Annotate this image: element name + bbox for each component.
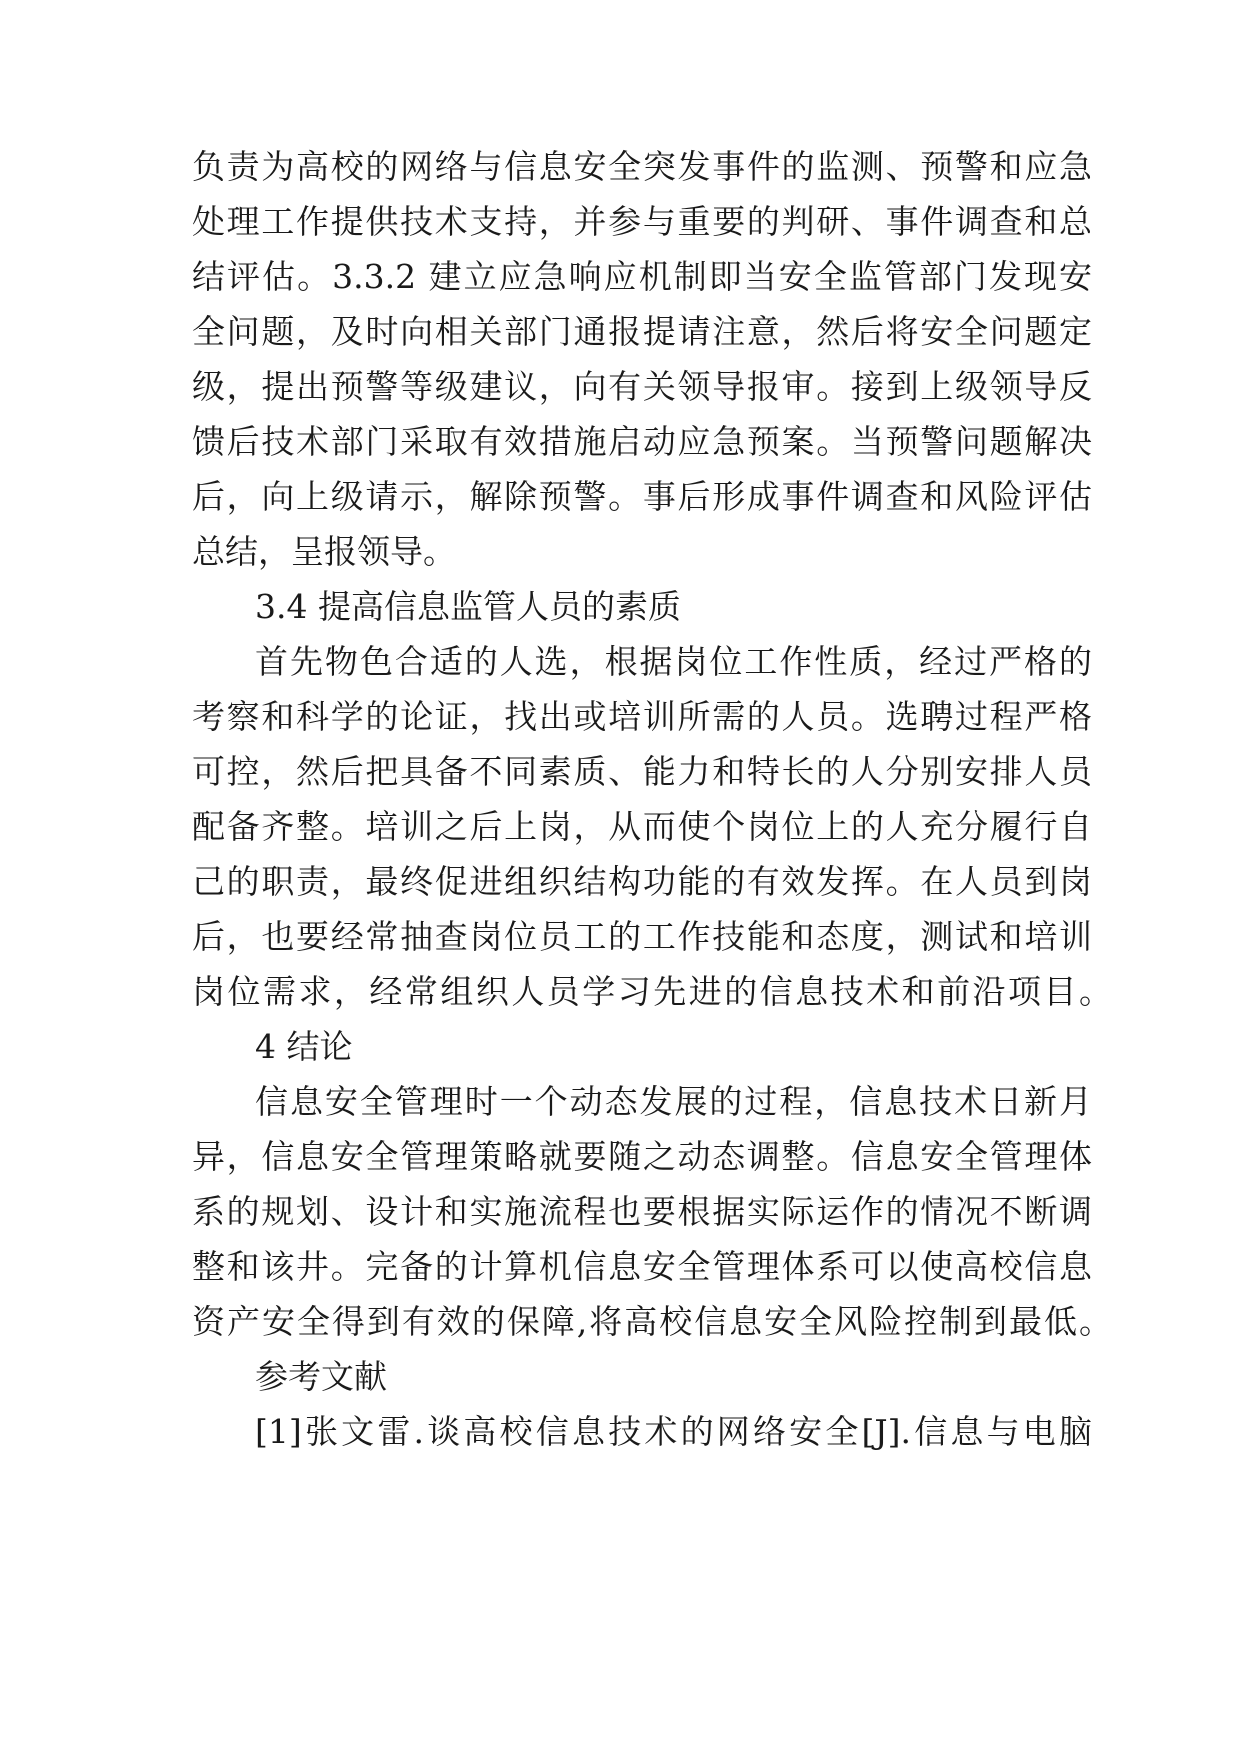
text-line: 配备齐整。培训之后上岗，从而使个岗位上的人充分履行自 bbox=[192, 807, 1092, 846]
text-line: 资产安全得到有效的保障,将高校信息安全风险控制到最低。 bbox=[192, 1302, 1112, 1341]
text-line: 己的职责，最终促进组织结构功能的有效发挥。在人员到岗 bbox=[192, 862, 1092, 901]
text-line: 异，信息安全管理策略就要随之动态调整。信息安全管理体 bbox=[192, 1137, 1092, 1176]
text-line: 负责为高校的网络与信息安全突发事件的监测、预警和应急 bbox=[192, 147, 1092, 186]
text-line: 处理工作提供技术支持，并参与重要的判研、事件调查和总 bbox=[192, 202, 1092, 241]
text-line: 全问题，及时向相关部门通报提请注意，然后将安全问题定 bbox=[192, 312, 1092, 351]
section-heading: 4 结论 bbox=[255, 1027, 353, 1066]
paragraph-first-line: 信息安全管理时一个动态发展的过程，信息技术日新月 bbox=[255, 1082, 1092, 1121]
text-line: 结评估。3.3.2 建立应急响应机制即当安全监管部门发现安 bbox=[192, 257, 1092, 296]
text-line: 整和该井。完备的计算机信息安全管理体系可以使高校信息 bbox=[192, 1247, 1092, 1286]
text-line: 后，向上级请示，解除预警。事后形成事件调查和风险评估 bbox=[192, 477, 1092, 516]
text-line: 馈后技术部门采取有效措施启动应急预案。当预警问题解决 bbox=[192, 422, 1092, 461]
text-line: 系的规划、设计和实施流程也要根据实际运作的情况不断调 bbox=[192, 1192, 1092, 1231]
reference-item: [1]张文雷.谈高校信息技术的网络安全[J].信息与电脑 bbox=[255, 1412, 1092, 1451]
paragraph-first-line: 首先物色合适的人选，根据岗位工作性质，经过严格的 bbox=[255, 642, 1092, 681]
references-heading: 参考文献 bbox=[255, 1357, 387, 1396]
text-line: 考察和科学的论证，找出或培训所需的人员。选聘过程严格 bbox=[192, 697, 1092, 736]
text-line: 级，提出预警等级建议，向有关领导报审。接到上级领导反 bbox=[192, 367, 1092, 406]
section-heading: 3.4 提高信息监管人员的素质 bbox=[255, 587, 681, 626]
text-line: 后，也要经常抽查岗位员工的工作技能和态度，测试和培训 bbox=[192, 917, 1092, 956]
text-line: 岗位需求，经常组织人员学习先进的信息技术和前沿项目。 bbox=[192, 972, 1112, 1011]
text-line: 总结，呈报领导。 bbox=[192, 532, 456, 571]
text-line: 可控，然后把具备不同素质、能力和特长的人分别安排人员 bbox=[192, 752, 1092, 791]
